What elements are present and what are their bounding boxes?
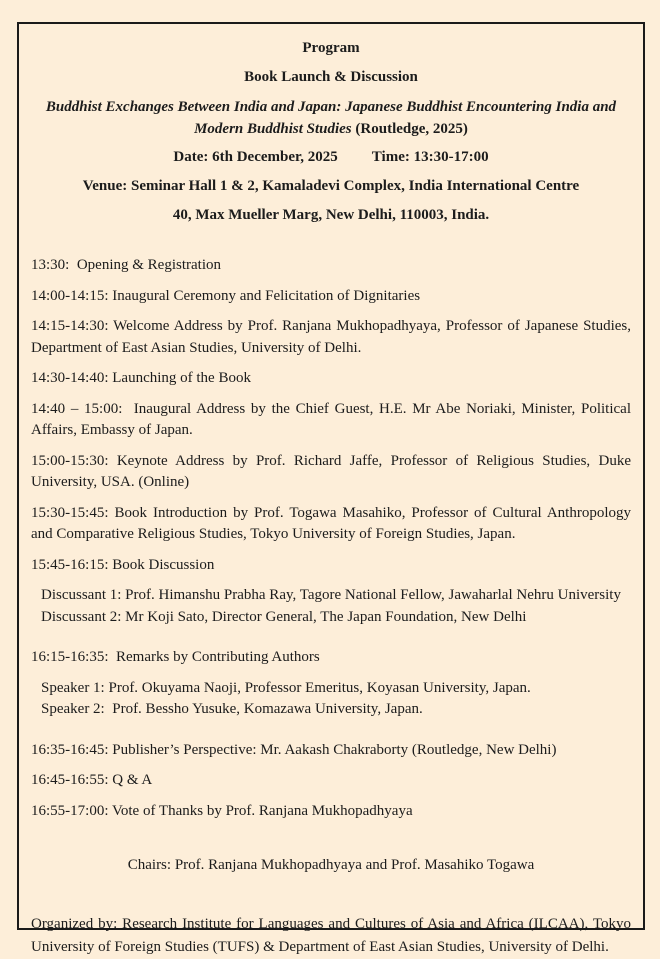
book-title-publisher: (Routledge, 2025) bbox=[351, 121, 468, 137]
schedule-subitem: Speaker 2: Prof. Bessho Yusuke, Komazawa University, Japan. bbox=[41, 701, 423, 717]
schedule-item: 16:55-17:00: Vote of Thanks by Prof. Ranjana Mukhopadhyaya bbox=[31, 802, 413, 819]
schedule-item: 14:30-14:40: Launching of the Book bbox=[31, 370, 251, 386]
schedule-item: 15:00-15:30: Keynote Address by Prof. Richard Jaffe, Professor of Religious Studies, Duke University, USA. (Online) bbox=[31, 452, 631, 490]
schedule-subitem: Discussant 1: Prof. Himanshu Prabha Ray, Tagore National Fellow, Jawaharlal Nehru University bbox=[41, 587, 621, 603]
document-border-frame bbox=[17, 22, 645, 955]
schedule-item: 15:30-15:45: Book Introduction by Prof. Togawa Masahiko, Professor of Cultural Anthropology and Comparative Religious Studies, Tokyo University of Foreign Studies, Japan. bbox=[31, 504, 631, 542]
schedule-item: 14:40 – 15:00: Inaugural Address by the Chief Guest, H.E. Mr Abe Noriaki, Minister, Political Affairs, Embassy of Japan. bbox=[31, 400, 631, 438]
schedule-item: 14:15-14:30: Welcome Address by Prof. Ranjana Mukhopadhyaya, Professor of Japanese Studies, Department of East Asian Studies, University of Delhi. bbox=[31, 318, 631, 356]
schedule-item: 13:30: Opening & Registration bbox=[31, 257, 221, 273]
schedule-subitem: Speaker 1: Prof. Okuyama Naoji, Professor Emeritus, Koyasan University, Japan. bbox=[41, 679, 531, 696]
venue-line: Venue: Seminar Hall 1 & 2, Kamaladevi Complex, India International Centre bbox=[82, 178, 580, 194]
address-line: 40, Max Mueller Marg, New Delhi, 110003, India. bbox=[172, 207, 490, 223]
date-label: Date: 6th December, 2025 bbox=[173, 149, 338, 165]
schedule-list bbox=[31, 255, 631, 822]
book-title-italic: Buddhist Exchanges Between India and Japan: Japanese Buddhist Encountering India and Modern Buddhist Studies bbox=[45, 99, 617, 137]
header-block bbox=[31, 38, 631, 226]
schedule-item: 16:15-16:35: Remarks by Contributing Authors bbox=[31, 649, 320, 665]
book-title bbox=[31, 96, 631, 140]
event-heading: Book Launch & Discussion bbox=[244, 69, 418, 85]
schedule-subitem: Discussant 2: Mr Koji Sato, Director General, The Japan Foundation, New Delhi bbox=[41, 608, 527, 625]
chairs-line: Chairs: Prof. Ranjana Mukhopadhyaya and Prof. Masahiko Togawa bbox=[127, 857, 535, 873]
schedule-item: 16:45-16:55: Q & A bbox=[31, 772, 153, 788]
schedule-item: 14:00-14:15: Inaugural Ceremony and Felicitation of Dignitaries bbox=[31, 287, 421, 304]
time-label: Time: 13:30-17:00 bbox=[371, 149, 489, 165]
schedule-item: 16:35-16:45: Publisher’s Perspective: Mr. Aakash Chakraborty (Routledge, New Delhi) bbox=[31, 741, 557, 758]
schedule-item: 15:45-16:15: Book Discussion bbox=[31, 556, 215, 573]
program-heading: Program bbox=[302, 40, 360, 56]
organized-by-paragraph: Organized by: Research Institute for Languages and Cultures of Asia and Africa (ILCAA), Tokyo University of Foreign Studies (TUFS) & Department of East Asian Studies, University of Delhi. bbox=[31, 916, 631, 955]
date-time-line bbox=[31, 147, 631, 168]
